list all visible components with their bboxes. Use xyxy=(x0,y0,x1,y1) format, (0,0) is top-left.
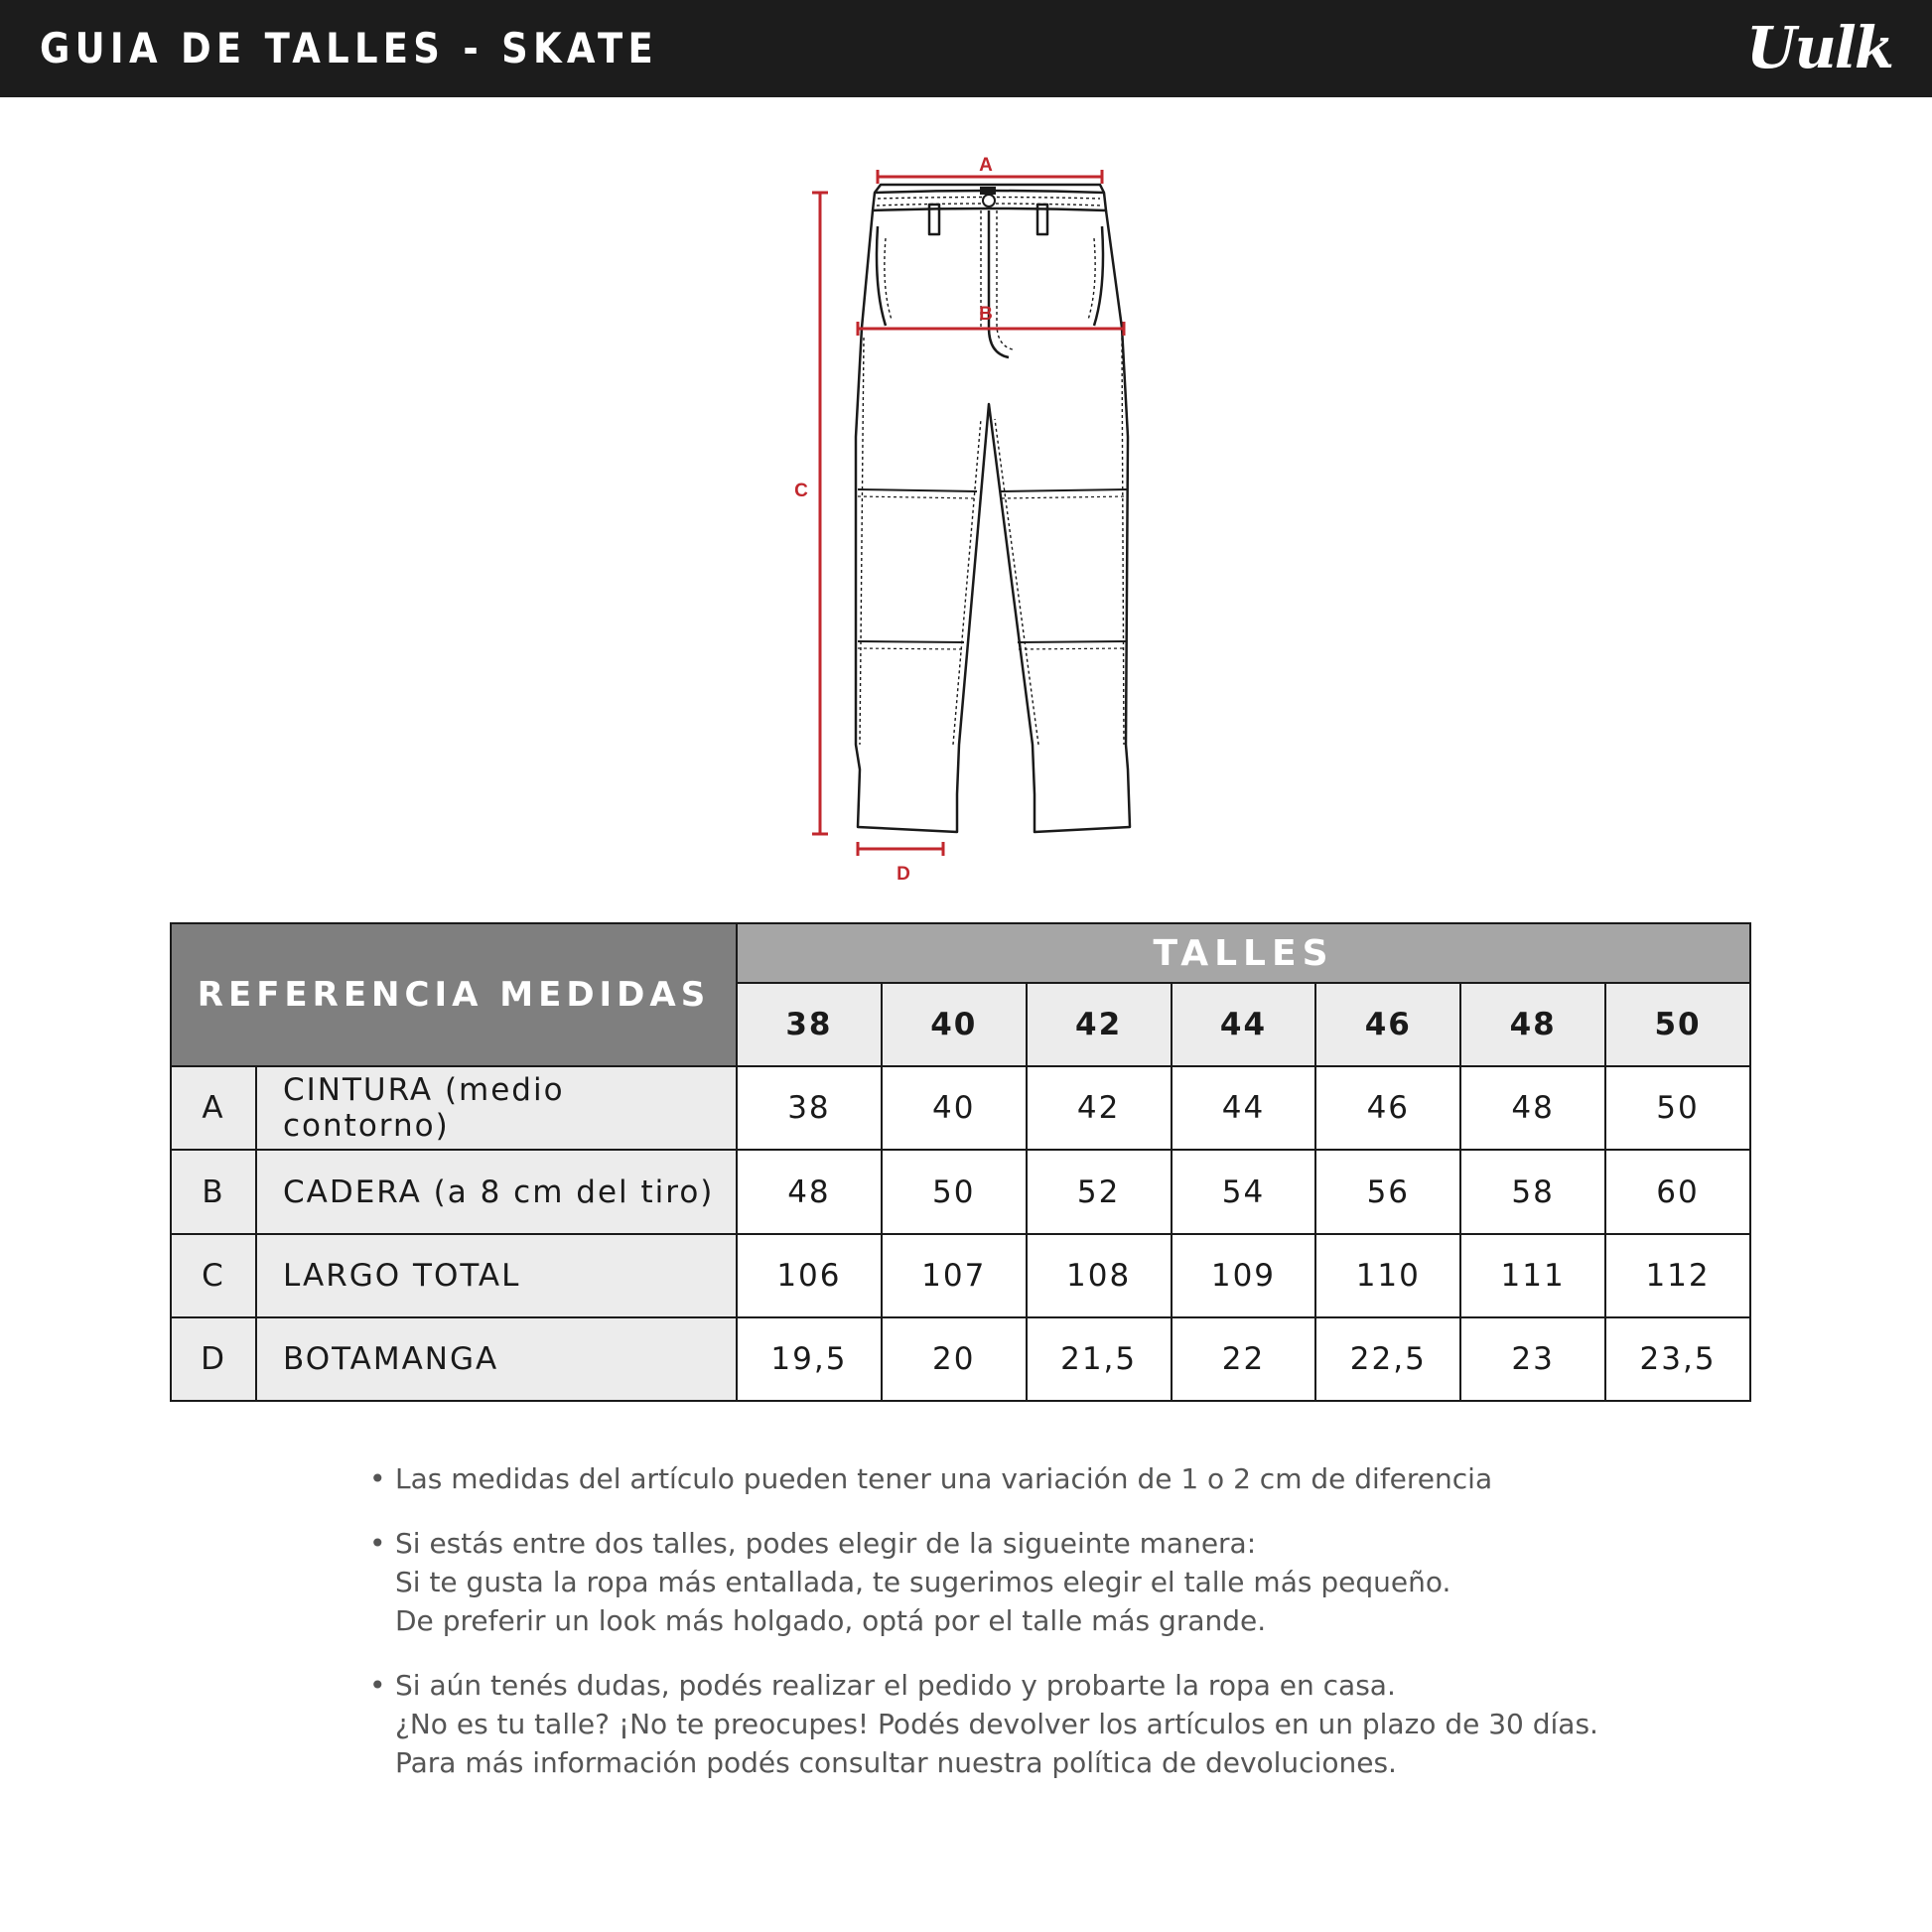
notes-list xyxy=(369,1459,1759,1808)
knee-panels xyxy=(858,489,1127,642)
note-line: Si estás entre dos talles, podes elegir de la sigueinte manera: xyxy=(395,1527,1257,1560)
size-table xyxy=(170,922,1751,1402)
bullet-icon: • xyxy=(369,1462,386,1495)
row-label: CADERA (a 8 cm del tiro) xyxy=(256,1150,737,1233)
table-cell: 109 xyxy=(1172,1234,1316,1317)
note-line: Si aún tenés dudas, podés realizar el pedido y probarte la ropa en casa. xyxy=(395,1669,1396,1702)
note-line: Para más información podés consultar nuestra política de devoluciones. xyxy=(395,1746,1397,1779)
size-column-header: 50 xyxy=(1605,983,1750,1066)
table-cell: 110 xyxy=(1315,1234,1460,1317)
table-cell: 22 xyxy=(1172,1317,1316,1401)
sizes-header: TALLES xyxy=(737,923,1750,983)
page-title: GUIA DE TALLES - SKATE xyxy=(40,24,658,72)
row-letter: B xyxy=(171,1150,256,1233)
row-letter: C xyxy=(171,1234,256,1317)
table-row xyxy=(171,1317,1750,1401)
dimension-label-a: A xyxy=(979,155,993,176)
table-cell: 46 xyxy=(1315,1066,1460,1150)
note-line: Las medidas del artículo pueden tener una variación de 1 o 2 cm de diferencia xyxy=(395,1462,1493,1495)
table-cell: 50 xyxy=(1605,1066,1750,1150)
size-column-header: 46 xyxy=(1315,983,1460,1066)
table-cell: 58 xyxy=(1460,1150,1605,1233)
dimension-label-b: B xyxy=(979,304,993,325)
table-cell: 21,5 xyxy=(1027,1317,1172,1401)
list-item xyxy=(369,1459,1759,1498)
header-bar xyxy=(0,0,1932,97)
table-cell: 56 xyxy=(1315,1150,1460,1233)
table-row xyxy=(171,1234,1750,1317)
button-icon xyxy=(983,195,995,207)
dimension-label-c: C xyxy=(794,481,808,501)
table-cell: 44 xyxy=(1172,1066,1316,1150)
bullet-icon: • xyxy=(369,1669,386,1702)
dimension-label-d: D xyxy=(897,864,910,885)
row-letter: D xyxy=(171,1317,256,1401)
table-cell: 40 xyxy=(882,1066,1027,1150)
bullet-icon: • xyxy=(369,1527,386,1560)
table-cell: 108 xyxy=(1027,1234,1172,1317)
row-label: CINTURA (medio contorno) xyxy=(256,1066,737,1150)
pants-diagram xyxy=(774,149,1191,894)
table-cell: 107 xyxy=(882,1234,1027,1317)
table-cell: 48 xyxy=(1460,1066,1605,1150)
table-cell: 42 xyxy=(1027,1066,1172,1150)
size-column-header: 44 xyxy=(1172,983,1316,1066)
table-cell: 22,5 xyxy=(1315,1317,1460,1401)
list-item xyxy=(369,1524,1759,1640)
row-letter: A xyxy=(171,1066,256,1150)
reference-header: REFERENCIA MEDIDAS xyxy=(171,923,737,1066)
table-cell: 112 xyxy=(1605,1234,1750,1317)
brand-tag-icon xyxy=(980,187,996,195)
brand-logo: Uulk xyxy=(1746,14,1892,81)
table-row xyxy=(171,1150,1750,1233)
row-label: LARGO TOTAL xyxy=(256,1234,737,1317)
table-cell: 111 xyxy=(1460,1234,1605,1317)
table-cell: 60 xyxy=(1605,1150,1750,1233)
pants-stitching xyxy=(860,198,1124,746)
table-cell: 19,5 xyxy=(737,1317,882,1401)
size-column-header: 40 xyxy=(882,983,1027,1066)
table-cell: 48 xyxy=(737,1150,882,1233)
row-label: BOTAMANGA xyxy=(256,1317,737,1401)
table-cell: 106 xyxy=(737,1234,882,1317)
size-column-header: 42 xyxy=(1027,983,1172,1066)
note-line: Si te gusta la ropa más entallada, te sugerimos elegir el talle más pequeño. xyxy=(395,1566,1451,1598)
table-cell: 23 xyxy=(1460,1317,1605,1401)
list-item xyxy=(369,1666,1759,1782)
table-cell: 38 xyxy=(737,1066,882,1150)
note-line: De preferir un look más holgado, optá por el talle más grande. xyxy=(395,1604,1267,1637)
size-column-header: 48 xyxy=(1460,983,1605,1066)
table-row xyxy=(171,1066,1750,1150)
table-cell: 23,5 xyxy=(1605,1317,1750,1401)
size-column-header: 38 xyxy=(737,983,882,1066)
table-cell: 20 xyxy=(882,1317,1027,1401)
note-line: ¿No es tu talle? ¡No te preocupes! Podés devolver los artículos en un plazo de 30 días. xyxy=(395,1708,1598,1740)
table-cell: 54 xyxy=(1172,1150,1316,1233)
table-cell: 50 xyxy=(882,1150,1027,1233)
pants-outline xyxy=(856,185,1130,832)
dimension-lines xyxy=(812,170,1124,856)
table-cell: 52 xyxy=(1027,1150,1172,1233)
